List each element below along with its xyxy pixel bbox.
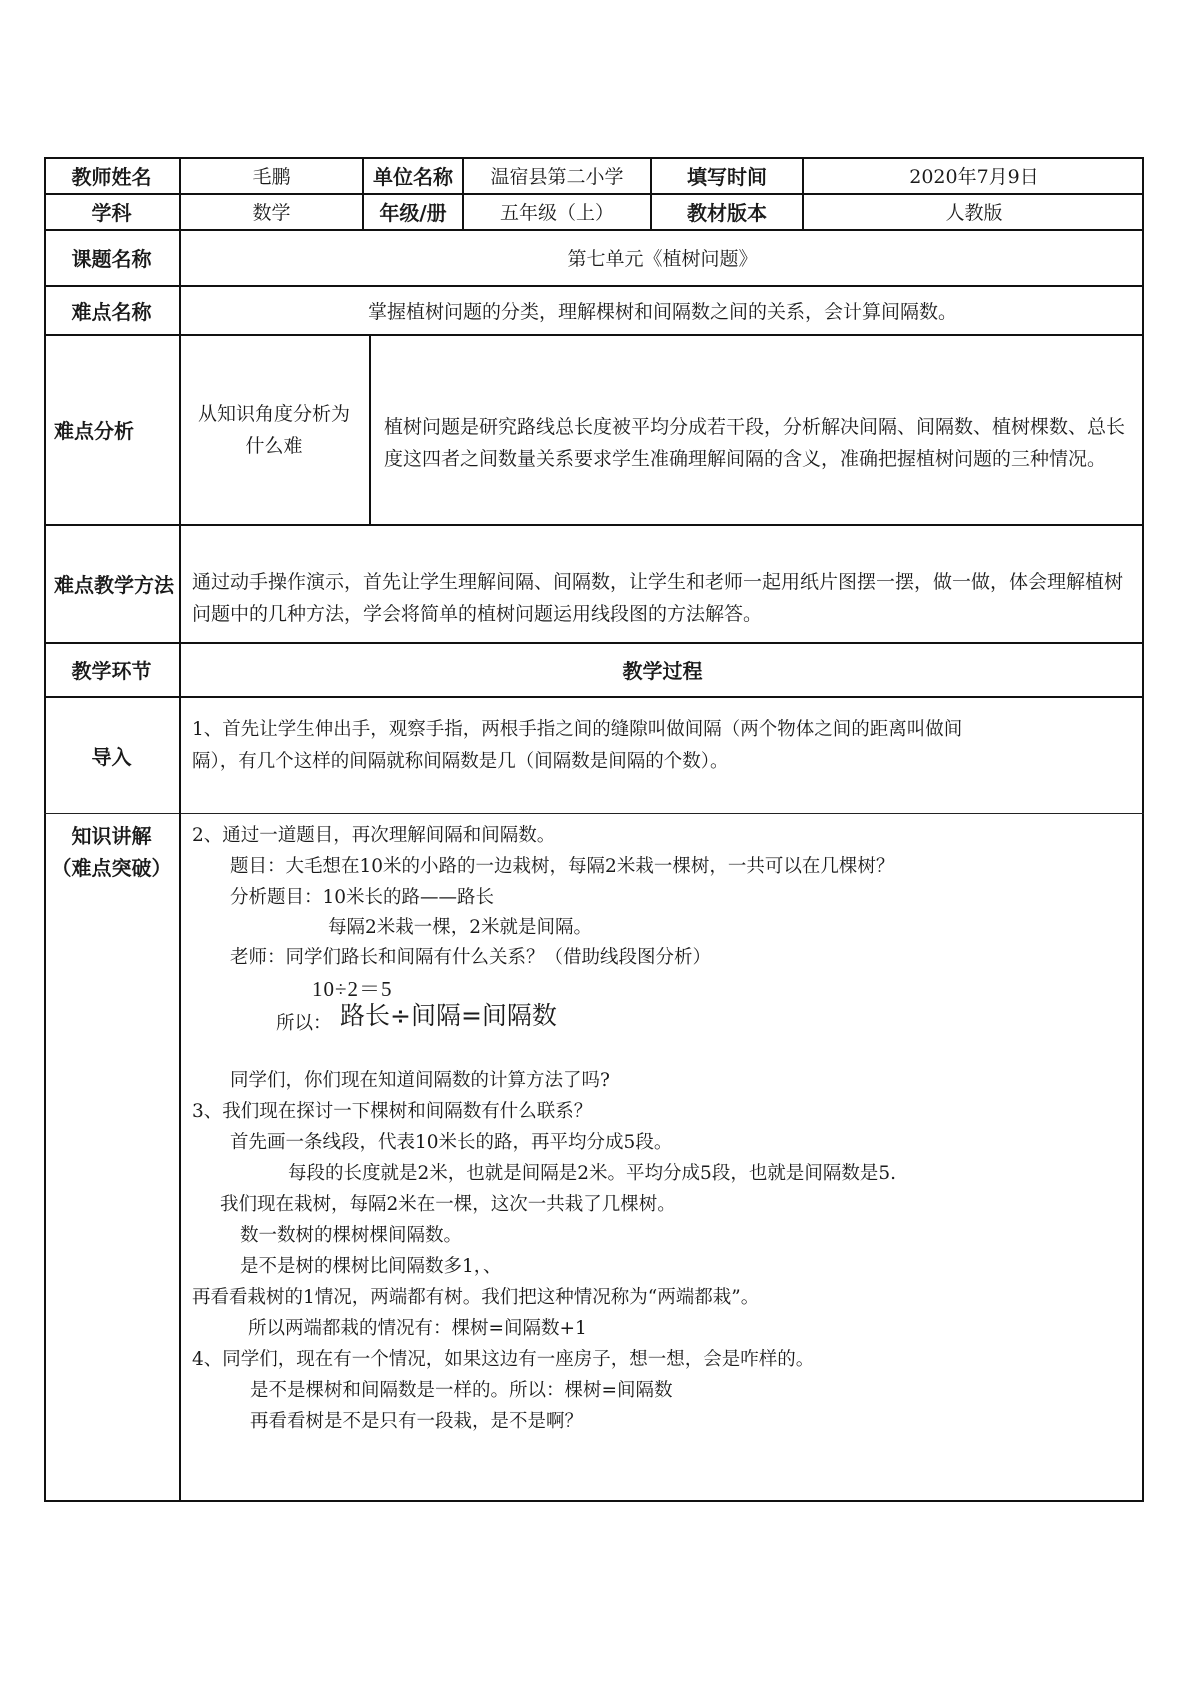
analysis-label: 难点分析: [54, 419, 134, 443]
topic-label: 课题名称: [71, 247, 152, 271]
knowledge-label-line2: （难点突破）: [51, 856, 172, 880]
knowledge-line: 再看看栽树的1情况，两端都有树。我们把这种情况称为“两端都栽”。: [192, 1287, 760, 1308]
teacher-name-value: 毛鹏: [252, 165, 291, 188]
date-value: 2020年7月9日: [909, 165, 1039, 188]
analysis-text: 植树问题是研究路线总长度被平均分成若干段，分析解决间隔、间隔数、植树棵数、总长度这四者之间数量关系要求学生准确理解间隔的含义，准确把握植树问题的三种情况。: [384, 416, 1126, 470]
column-divider: [369, 334, 371, 524]
knowledge-line: 老师：同学们路长和间隔有什么关系？（借助线段图分析）: [230, 947, 712, 968]
method-text: 通过动手操作演示，首先让学生理解间隔、间隔数，让学生和老师一起用纸片图摆一摆，做一做，体会理解植树问题中的几种方法，学会将简单的植树问题运用线段图的方法解答。: [192, 571, 1124, 625]
knowledge-line: 所以两端都栽的情况有：棵树=间隔数+1: [248, 1318, 587, 1339]
difficulty-label: 难点名称: [71, 299, 152, 324]
row-divider: [44, 696, 1144, 698]
knowledge-line: 每段的长度就是2米，也就是间隔是2米。平均分成5段，也就是间隔数是5.: [288, 1163, 896, 1184]
knowledge-line: 数一数树的棵树棵间隔数。: [240, 1225, 463, 1246]
column-divider: [179, 157, 181, 1502]
row-divider: [44, 813, 1144, 814]
topic-value: 第七单元《植树问题》: [567, 248, 758, 270]
intro-label: 导入: [91, 744, 132, 769]
grade-label: 年级/册: [379, 201, 447, 225]
knowledge-line: 我们现在栽树，每隔2米在一棵，这次一共栽了几棵树。: [220, 1194, 676, 1215]
formula-prefix: 所以：: [276, 1013, 332, 1034]
analysis-sublabel: 从知识角度分析为什么难: [197, 402, 350, 457]
knowledge-line: 4、同学们，现在有一个情况，如果这边有一座房子，想一想，会是咋样的。: [192, 1349, 815, 1370]
knowledge-line: 3、我们现在探讨一下棵树和间隔数有什么联系？: [192, 1101, 593, 1122]
knowledge-line: 是不是棵树和间隔数是一样的。所以：棵树=间隔数: [250, 1380, 673, 1401]
intro-line-1: 1、首先让学生伸出手，观察手指，两根手指之间的缝隙叫做间隔（两个物体之间的距离叫做间: [192, 719, 963, 740]
intro-line-2: 隔），有几个这样的间隔就称间隔数是几（间隔数是间隔的个数）。: [192, 751, 729, 772]
knowledge-line: 题目：大毛想在10米的小路的一边栽树，每隔2米栽一棵树，一共可以在几棵树？: [230, 856, 895, 877]
grade-value: 五年级（上）: [499, 202, 614, 224]
knowledge-line: 是不是树的棵树比间隔数多1，、: [240, 1256, 502, 1277]
edition-label: 教材版本: [687, 201, 767, 225]
unit-label: 单位名称: [373, 164, 453, 189]
knowledge-line: 分析题目：10米长的路——路长: [230, 887, 495, 908]
knowledge-label-line1: 知识讲解: [71, 824, 152, 848]
process-header: 教学过程: [622, 659, 703, 683]
difficulty-value: 掌握植树问题的分类，理解棵树和间隔数之间的关系，会计算间隔数。: [367, 300, 957, 323]
formula-division: 10÷2＝5: [312, 977, 393, 1001]
subject-value: 数学: [252, 202, 291, 224]
knowledge-line: 首先画一条线段，代表10米长的路，再平均分成5段。: [230, 1132, 673, 1153]
unit-value: 温宿县第二小学: [490, 165, 624, 188]
teacher-name-label: 教师姓名: [71, 164, 152, 189]
edition-value: 人教版: [945, 202, 1003, 224]
knowledge-line: 2、通过一道题目，再次理解间隔和间隔数。: [192, 825, 556, 846]
row-divider: [44, 524, 1144, 526]
knowledge-line: 再看看树是不是只有一段栽，是不是啊？: [250, 1411, 584, 1432]
method-label: 难点教学方法: [54, 573, 174, 597]
knowledge-line: 同学们，你们现在知道间隔数的计算方法了吗?: [230, 1070, 610, 1091]
subject-label: 学科: [91, 201, 132, 225]
lesson-plan-table: [44, 157, 1144, 1502]
date-label: 填写时间: [687, 164, 767, 189]
knowledge-label: [44, 820, 179, 884]
knowledge-line: 每隔2米栽一棵，2米就是间隔。: [328, 917, 593, 938]
stage-header: 教学环节: [71, 659, 152, 683]
formula-relation: 路长÷间隔=间隔数: [340, 1001, 557, 1030]
